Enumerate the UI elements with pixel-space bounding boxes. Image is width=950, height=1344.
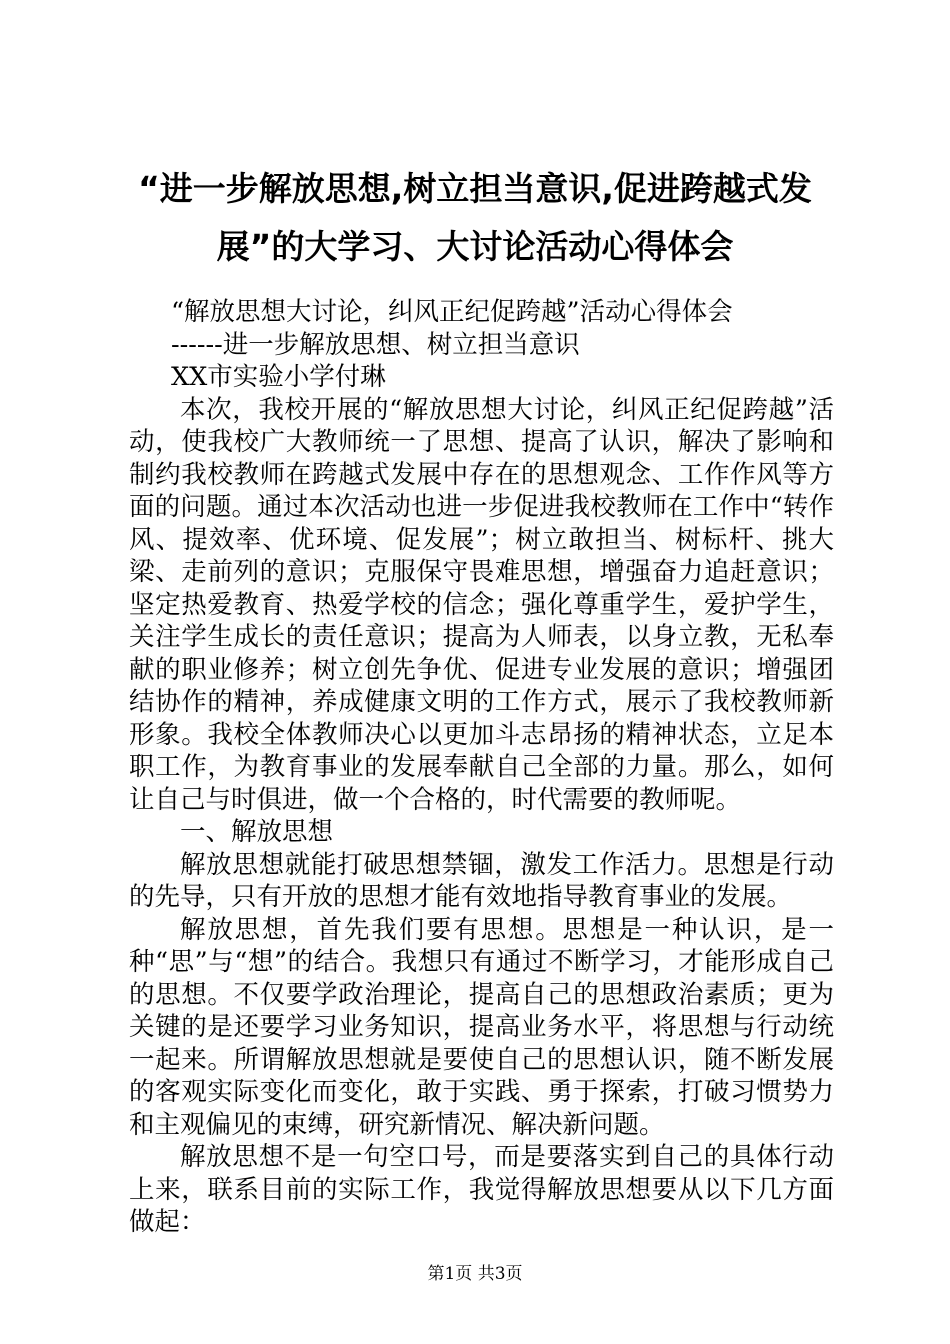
paragraph-2: 解放思想，首先我们要有思想。思想是一种认识，是一种“思”与“想”的结合。我想只有通过不断学习，才能形成自己的思想。不仅要学政治理论，提高自己的思想政治素质；更为关键的是还要学习业务知识，提高业务水平，将思想与行动统一起来。所谓解放思想就是要使自己的思想认识，随不断发展的客观实际变化而变化，敢于实践、勇于探索，打破习惯势力和主观偏见的束缚，研究新情况、解决新问题。 — [129, 914, 834, 1140]
document-body — [129, 296, 834, 1239]
paragraph-3: 解放思想不是一句空口号，而是要落实到自己的具体行动上来，联系目前的实际工作，我觉得解放思想要从以下几方面做起： — [129, 1142, 834, 1237]
paragraph-intro: 本次，我校开展的“解放思想大讨论，纠风正纪促跨越”活动，使我校广大教师统一了思想、提高了认识，解决了影响和制约我校教师在跨越式发展中存在的思想观念、工作作风等方面的问题。通过本次活动也进一步促进我校教师在工作中“转作风、提效率、优环境、促发展”；树立敢担当、树标杆、挑大梁、走前列的意识；克服保守畏难思想，增强奋力追赶意识；坚定热爱教育、热爱学校的信念；强化尊重学生，爱护学生，关注学生成长的责任意识；提高为人师表，以身立教，无私奉献的职业修养；树立创先争优、促进专业发展的意识；增强团结协作的精神，养成健康文明的工作方式，展示了我校教师新形象。我校全体教师决心以更加斗志昂扬的精神状态，立足本职工作，为教育事业的发展奉献自己全部的力量。那么，如何让自己与时俱进，做一个合格的，时代需要的教师呢。 — [129, 394, 834, 815]
author-line: XX市实验小学付琳 — [171, 362, 386, 392]
subtitle-activity: “解放思想大讨论，纠风正纪促跨越”活动心得体会 — [171, 297, 733, 327]
paragraph-1: 解放思想就能打破思想禁锢，激发工作活力。思想是行动的先导，只有开放的思想才能有效地指导教育事业的发展。 — [129, 849, 834, 912]
section-heading-1: 一、解放思想 — [180, 817, 334, 847]
subtitle-theme: ------进一步解放思想、树立担当意识 — [171, 329, 580, 360]
page-number: 第1页 共3页 — [427, 1264, 523, 1284]
document-title: “进一步解放思想,树立担当意识,促进跨越式发展”的大学习、大讨论活动心得体会 — [138, 169, 812, 266]
